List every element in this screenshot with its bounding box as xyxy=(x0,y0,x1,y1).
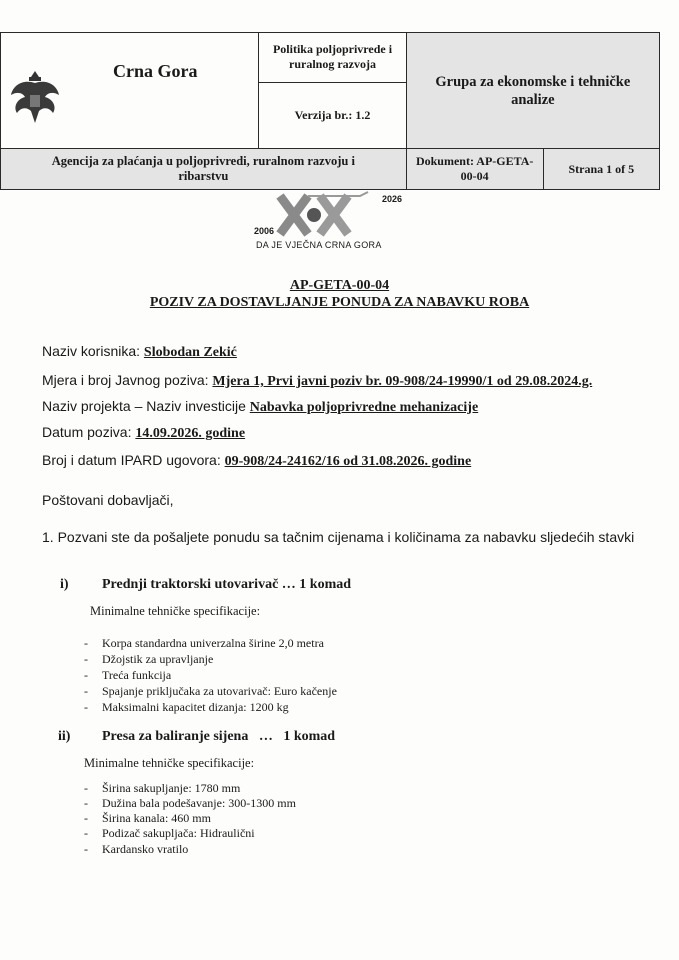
spec-item: Podizač sakupljača: Hidraulični xyxy=(102,826,255,840)
dash: - xyxy=(84,700,88,714)
dash: - xyxy=(84,781,88,795)
dash: - xyxy=(84,796,88,810)
motto: DA JE VJEČNA CRNA GORA xyxy=(256,240,382,250)
field-public-call xyxy=(42,372,592,390)
field-value: Nabavka poljoprivredne mehanizacije xyxy=(249,400,479,415)
spec-item: Maksimalni kapacitet dizanja: 1200 kg xyxy=(102,700,289,714)
greeting: Poštovani dobavljači, xyxy=(42,492,174,508)
spec-item: Kardansko vratilo xyxy=(102,842,189,856)
item-1-spec-heading: Minimalne tehničke specifikacije: xyxy=(90,604,261,618)
field-value: Mjera 1, Prvi javni poziv br. 09-908/24-19990/1 od 29.08.2024.g. xyxy=(212,374,593,389)
spec-item: Korpa standardna univerzalna širine 2,0 metra xyxy=(102,636,324,650)
document-header xyxy=(0,32,660,190)
spec-item: Širina kanala: 460 mm xyxy=(102,811,211,825)
group-name: Grupa za ekonomske i tehničke analize xyxy=(435,73,631,108)
document-id: Dokument: AP-GETA-00-04 xyxy=(415,154,534,183)
item-2-number: ii) xyxy=(58,729,71,744)
spec-item: Treća funkcija xyxy=(102,668,172,682)
field-value: 09-908/24-24162/16 od 31.08.2026. godine xyxy=(224,454,472,469)
item-2-spec-heading: Minimalne tehničke specifikacije: xyxy=(84,756,255,770)
dash: - xyxy=(84,636,88,650)
field-label: Broj i datum IPARD ugovora: xyxy=(42,452,221,468)
dash: - xyxy=(84,684,88,698)
field-label: Datum poziva: xyxy=(42,424,132,440)
item-1-number: i) xyxy=(60,577,69,592)
version-cell xyxy=(259,82,406,148)
field-date xyxy=(42,424,245,442)
document-id-cell xyxy=(407,149,544,189)
version-label: Verzija br.: 1.2 xyxy=(294,107,371,122)
item-1-title: Prednji traktorski utovarivač … 1 komad xyxy=(102,577,352,592)
dash: - xyxy=(84,826,88,840)
document-code: AP-GETA-00-04 xyxy=(289,278,390,293)
dash: - xyxy=(84,668,88,682)
country-cell xyxy=(1,33,259,149)
item-2-title: Presa za baliranje sijena … 1 komad xyxy=(102,729,336,744)
ministry-name: Politika poljoprivrede i ruralnog razvoja xyxy=(272,42,393,72)
field-label: Naziv korisnika: xyxy=(42,343,141,359)
dash: - xyxy=(84,652,88,666)
coat-of-arms-icon xyxy=(7,67,63,129)
ministry-cell xyxy=(259,33,406,83)
anniversary-logo xyxy=(250,190,420,252)
field-project xyxy=(42,398,478,416)
field-ipard-contract xyxy=(42,452,471,470)
point-1: 1. Pozvani ste da pošaljete ponudu sa tačnim cijenama i količinama za nabavku sljedećih stavki xyxy=(42,529,635,545)
dash: - xyxy=(84,842,88,856)
field-label: Mjera i broj Javnog poziva: xyxy=(42,372,209,388)
group-cell xyxy=(406,33,659,149)
field-beneficiary xyxy=(42,343,237,361)
document-title: POZIV ZA DOSTAVLJANJE PONUDA ZA NABAVKU ROBA xyxy=(149,295,530,310)
spec-item: Džojstik za upravljanje xyxy=(102,652,214,666)
year-right: 2026 xyxy=(382,194,403,204)
field-value: 14.09.2026. godine xyxy=(135,426,246,441)
year-left: 2006 xyxy=(254,226,275,236)
field-value: Slobodan Zekić xyxy=(143,345,237,360)
spec-item: Širina sakupljanje: 1780 mm xyxy=(102,781,241,795)
field-label: Naziv projekta – Naziv investicije xyxy=(42,398,246,414)
agency-name: Agencija za plaćanja u poljoprivredi, ruralnom razvoju i ribarstvu xyxy=(51,154,355,183)
spec-item: Dužina bala podešavanje: 300-1300 mm xyxy=(102,796,296,810)
page-number: Strana 1 of 5 xyxy=(568,161,635,176)
spec-item: Spajanje priključaka za utovarivač: Euro kačenje xyxy=(102,684,337,698)
page-cell xyxy=(543,149,659,189)
document-page-cell xyxy=(406,149,659,190)
agency-cell xyxy=(1,149,407,190)
dash: - xyxy=(84,811,88,825)
country-name: Crna Gora xyxy=(113,61,198,81)
